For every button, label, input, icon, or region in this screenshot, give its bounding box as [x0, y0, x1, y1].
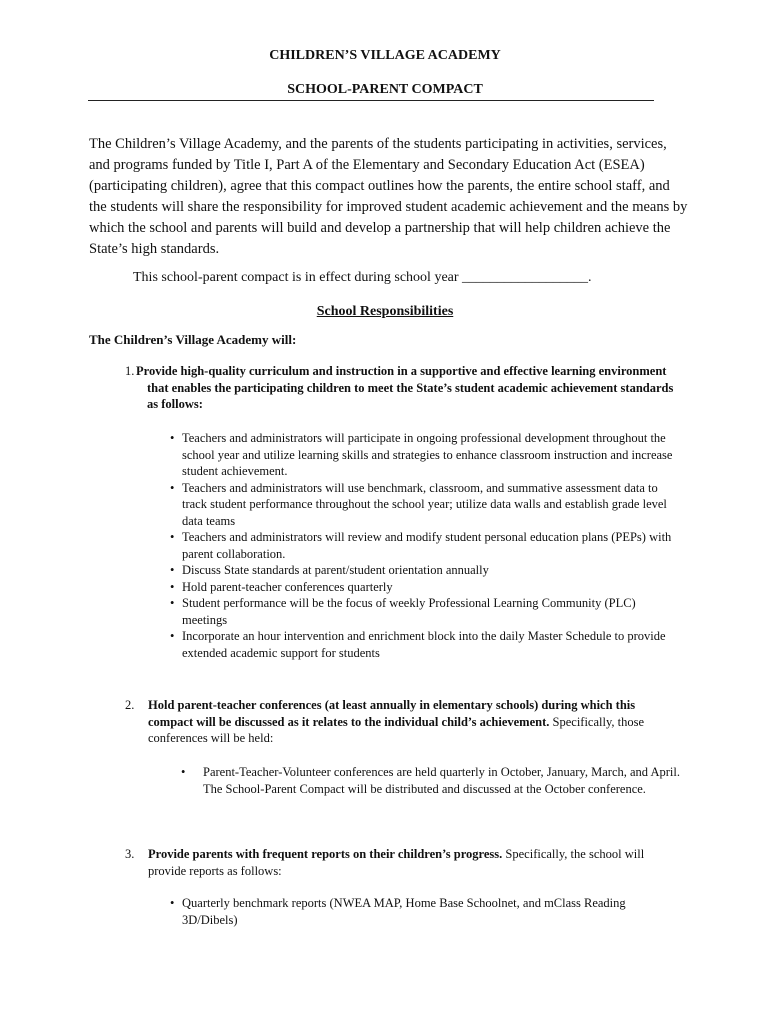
document-subtitle: SCHOOL-PARENT COMPACT [287, 82, 483, 97]
item-2-bullets [181, 764, 681, 797]
item-bold-text: Hold parent-teacher conferences (at least annually in elementary schools) during which this compact will be discussed as it relates to the individual child’s achievement. [148, 698, 636, 729]
numbered-item-2 [125, 697, 680, 747]
document-title: CHILDREN’S VILLAGE ACADEMY [269, 48, 501, 63]
effect-line: This school-parent compact is in effect during school year __________________. [133, 270, 592, 285]
item-number: 3. [125, 847, 135, 861]
bullet-icon: • [170, 530, 175, 544]
list-item: • Student performance will be the focus of weekly Professional Learning Community (PLC) meetings [170, 596, 636, 627]
list-item: • Discuss State standards at parent/student orientation annually [170, 563, 489, 577]
list-item: • Hold parent-teacher conferences quarterly [170, 579, 393, 594]
list-item: • Teachers and administrators will use benchmark, classroom, and summative assessment data to track student performance throughout the school year; utilize data walls and establish grade level data teams [170, 480, 667, 528]
item-number: 2. [125, 698, 135, 712]
list-item: • Teachers and administrators will review and modify student personal education plans (PEPs) with parent collaboration. [170, 530, 672, 561]
bullet-icon: • [170, 563, 175, 577]
bullet-icon: • [170, 480, 175, 495]
list-item: • Teachers and administrators will participate in ongoing professional development throughout the school year and utilize learning skills and strategies to enhance classroom instruction and increase student achievement. [170, 431, 673, 478]
item-normal-text: Specifically, the school will provide reports as follows: [148, 847, 645, 878]
section-subheading: The Children’s Village Academy will: [89, 332, 297, 347]
numbered-item-1 [125, 363, 680, 413]
bullet-icon: • [181, 765, 186, 779]
item-3-bullets [170, 895, 680, 928]
title-divider [88, 100, 654, 101]
intro-paragraph: The Children’s Village Academy, and the parents of the students participating in activities, services, and programs funded by Title I, Part A of the Elementary and Secondary Education Act (ESEA) (participating children), agree that this compact outlines how the parents, the entire school staff, and the students will share the responsibility for improved student academic achievement and the means by which the school and parents will build and develop a partnership that will help children achieve the State’s high standards. [89, 136, 688, 257]
bullet-icon: • [170, 629, 175, 643]
numbered-item-3 [125, 846, 680, 879]
bullet-icon: • [170, 896, 175, 910]
bullet-icon: • [170, 431, 175, 445]
bullet-icon: • [170, 579, 175, 594]
list-item: • Incorporate an hour intervention and enrichment block into the daily Master Schedule to provide extended academic support for students [170, 629, 666, 660]
section-heading: School Responsibilities [316, 304, 454, 319]
item-1-bullets [170, 430, 675, 661]
item-bold-text: Provide high-quality curriculum and instruction in a supportive and effective learning environment that enables the participating children to meet the State’s student academic achievement standards as follows: [136, 364, 674, 411]
bullet-icon: • [170, 596, 175, 610]
list-item: • Quarterly benchmark reports (NWEA MAP, Home Base Schoolnet, and mClass Reading 3D/Dibels) [170, 896, 626, 927]
item-number: 1. [125, 364, 135, 378]
list-item: • Parent-Teacher-Volunteer conferences are held quarterly in October, January, March, and April. The School-Parent Compact will be distributed and discussed at the October conference. [181, 765, 680, 796]
item-bold-text: Provide parents with frequent reports on their children’s progress. [148, 847, 503, 861]
item-normal-text: Specifically, those conferences will be held: [148, 714, 645, 745]
